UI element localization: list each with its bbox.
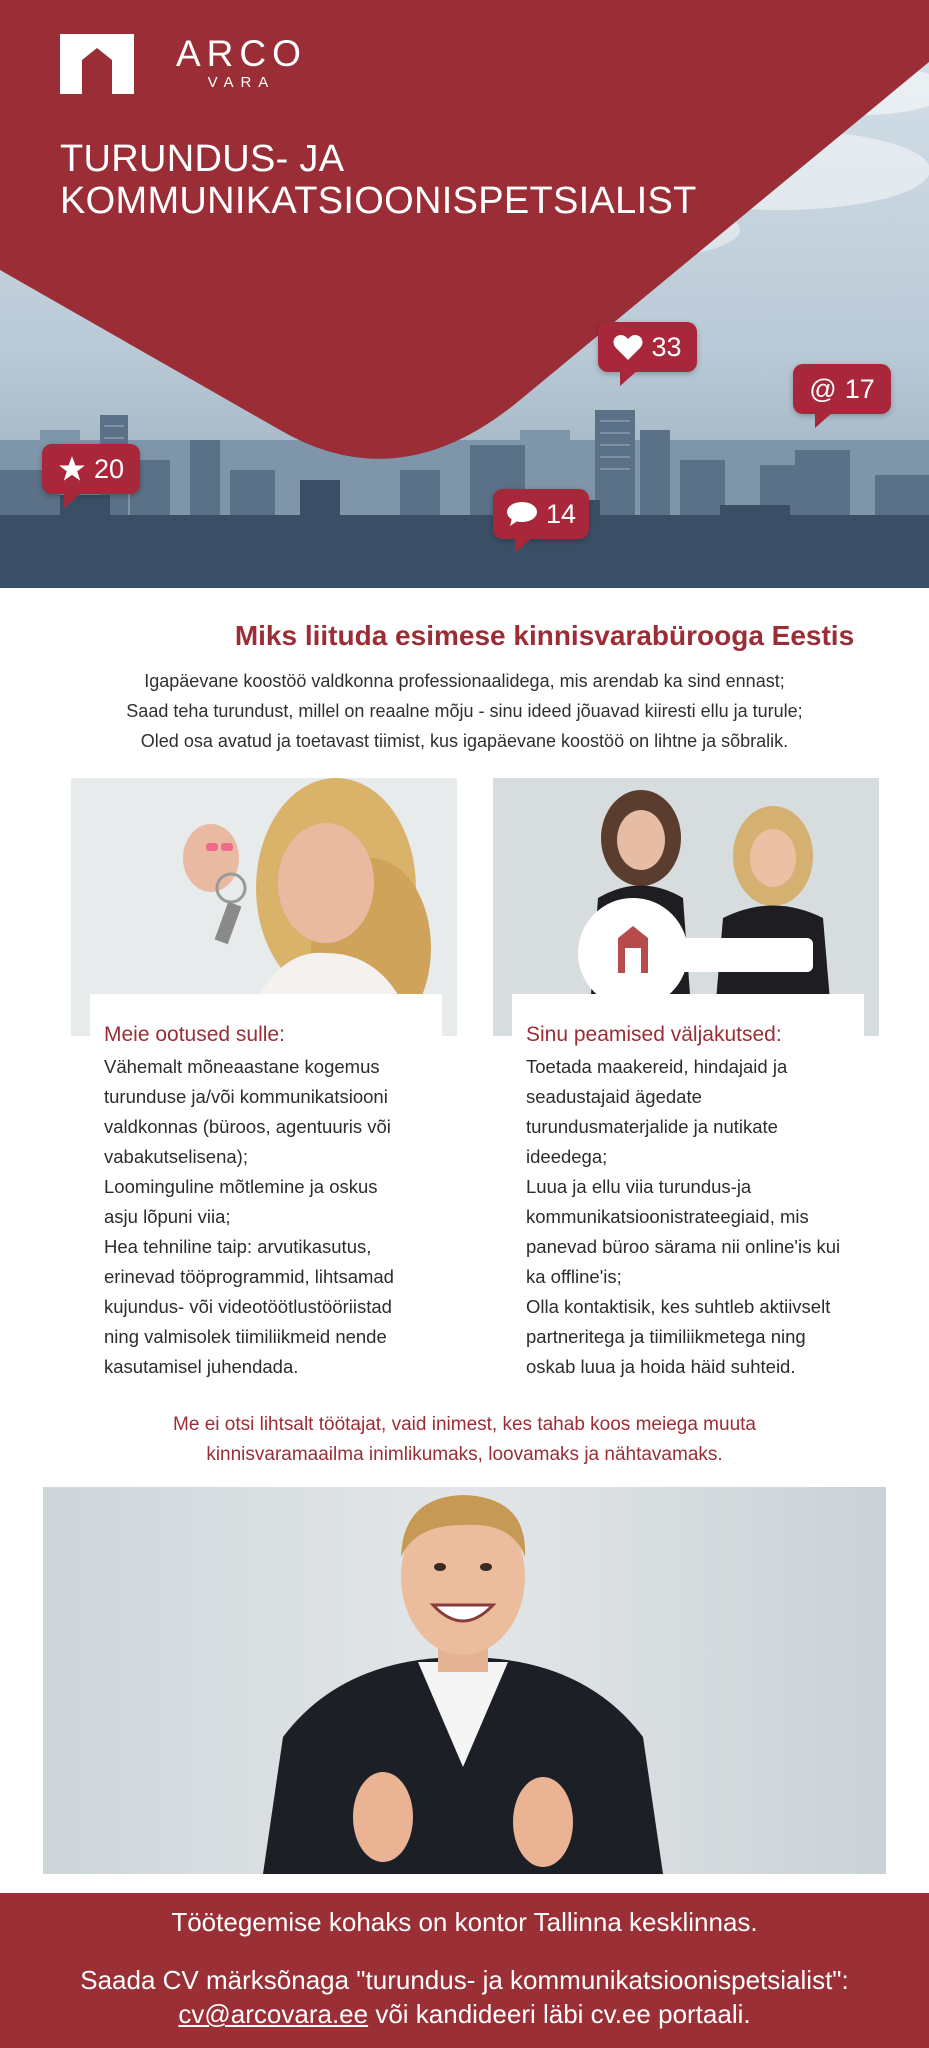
logo-arco-text: ARCO <box>176 33 307 74</box>
star-icon <box>58 455 86 483</box>
closing-statement <box>0 1410 929 1470</box>
expectations-line: Loominguline mõtlemine ja oskus <box>104 1176 378 1197</box>
expectations-line: ning valmisolek tiimiliikmeid nende <box>104 1326 387 1347</box>
why-join-heading: Miks liituda esimese kinnisvarabürooga Eestis <box>234 620 855 651</box>
mentions-count: 17 <box>844 373 875 404</box>
why-join-item: Saad teha turundust, millel on reaalne mõju - sinu ideed jõuavad kiiresti ellu ja turule; <box>126 701 803 721</box>
expectations-card <box>90 994 442 1384</box>
cv-email-link[interactable]: cv@arcovara.ee <box>178 1999 369 2029</box>
challenges-list <box>526 1052 850 1382</box>
why-join-item: Igapäevane koostöö valdkonna professionaalidega, mis arendab ka sind ennast; <box>144 671 785 691</box>
challenges-line: kommunikatsioonistrateegiaid, mis <box>526 1206 809 1227</box>
expectations-heading: Meie ootused sulle: <box>104 1023 285 1046</box>
challenges-line: oskab luua ja hoida häid suhteid. <box>526 1356 796 1377</box>
challenges-line: ideedega; <box>526 1146 608 1167</box>
logo-wordmark <box>176 35 307 93</box>
likes-count: 33 <box>651 331 682 362</box>
expectations-line: Hea tehniline taip: arvutikasutus, <box>104 1236 372 1257</box>
job-title <box>60 138 697 222</box>
expectations-line: valdkonnas (bürоos, agentuuris või <box>104 1116 391 1137</box>
heart-icon <box>613 334 643 360</box>
expectations-line: kujundus- või videotöötlustööriistad <box>104 1296 392 1317</box>
mentions-bubble <box>793 364 891 414</box>
likes-bubble <box>598 322 697 372</box>
job-title-line-1: TURUNDUS- JA <box>60 138 345 180</box>
why-join-list <box>0 666 929 756</box>
footer-banner <box>0 1893 929 2048</box>
comments-count: 14 <box>545 498 577 529</box>
job-title-line-2: KOMMUNIKATSIOONISPETSIALIST <box>60 180 697 222</box>
expectations-list <box>104 1052 428 1382</box>
arco-vara-logo[interactable] <box>60 34 307 94</box>
closing-line-1: Me ei otsi lihtsalt töötajat, vaid inimest, kes tahab koos meiega muuta <box>173 1414 756 1435</box>
expectations-line: asju lõpuni viia; <box>104 1206 231 1227</box>
apply-contact-suffix: või kandideeri läbi cv.ee portaali. <box>368 1999 751 2029</box>
comment-icon <box>506 501 538 527</box>
house-logo-icon <box>60 34 134 94</box>
challenges-line: seadustajaid ägedate <box>526 1086 702 1107</box>
logo-vara-text: VARA <box>207 74 276 91</box>
expectations-line: turunduse ja/või kommunikatsiooni <box>104 1086 388 1107</box>
challenges-line: panevad büroo särama nii online'is kui <box>526 1236 841 1257</box>
office-location-text: Töötegemise kohaks on kontor Tallinna kesklinnas. <box>171 1907 758 1937</box>
challenges-line: ka offline'is; <box>526 1266 622 1287</box>
challenges-line: turundusmaterjalide ja nutikate <box>526 1116 778 1137</box>
hero-banner <box>0 0 929 588</box>
smiling-man-photo <box>43 1487 886 1874</box>
challenges-line: Luua ja ellu viia turundus-ja <box>526 1176 752 1197</box>
stars-count: 20 <box>93 453 125 484</box>
why-join-item: Oled osa avatud ja toetavast tiimist, kus igapäevane koostöö on lihtne ja sõbralik. <box>140 731 789 751</box>
expectations-line: vabakutselisena); <box>104 1146 248 1167</box>
challenges-line: Olla kontaktisik, kes suhtleb aktiivselt <box>526 1296 831 1317</box>
comments-bubble <box>493 489 589 539</box>
expectations-line: erinevad tööprogrammid, lihtsamad <box>104 1266 394 1287</box>
stars-bubble <box>42 444 140 494</box>
apply-instructions: Saada CV märksõnaga "turundus- ja kommunikatsioonispetsialist": <box>80 1965 849 1995</box>
closing-line-2: kinnisvaramaailma inimlikumaks, loovamaks ja nähtavamaks. <box>206 1444 723 1465</box>
challenges-line: partneritega ja tiimiliikmetega ning <box>526 1326 806 1347</box>
challenges-line: Toetada maakereid, hindajaid ja <box>526 1056 788 1077</box>
expectations-line: Vähemalt mõneaastane kogemus <box>104 1056 380 1077</box>
challenges-heading: Sinu peamised väljakutsed: <box>526 1023 782 1046</box>
challenges-card <box>512 994 864 1384</box>
apply-contact <box>0 1997 929 2031</box>
at-icon: @ <box>809 373 837 404</box>
expectations-line: kasutamisel juhendada. <box>104 1356 299 1377</box>
